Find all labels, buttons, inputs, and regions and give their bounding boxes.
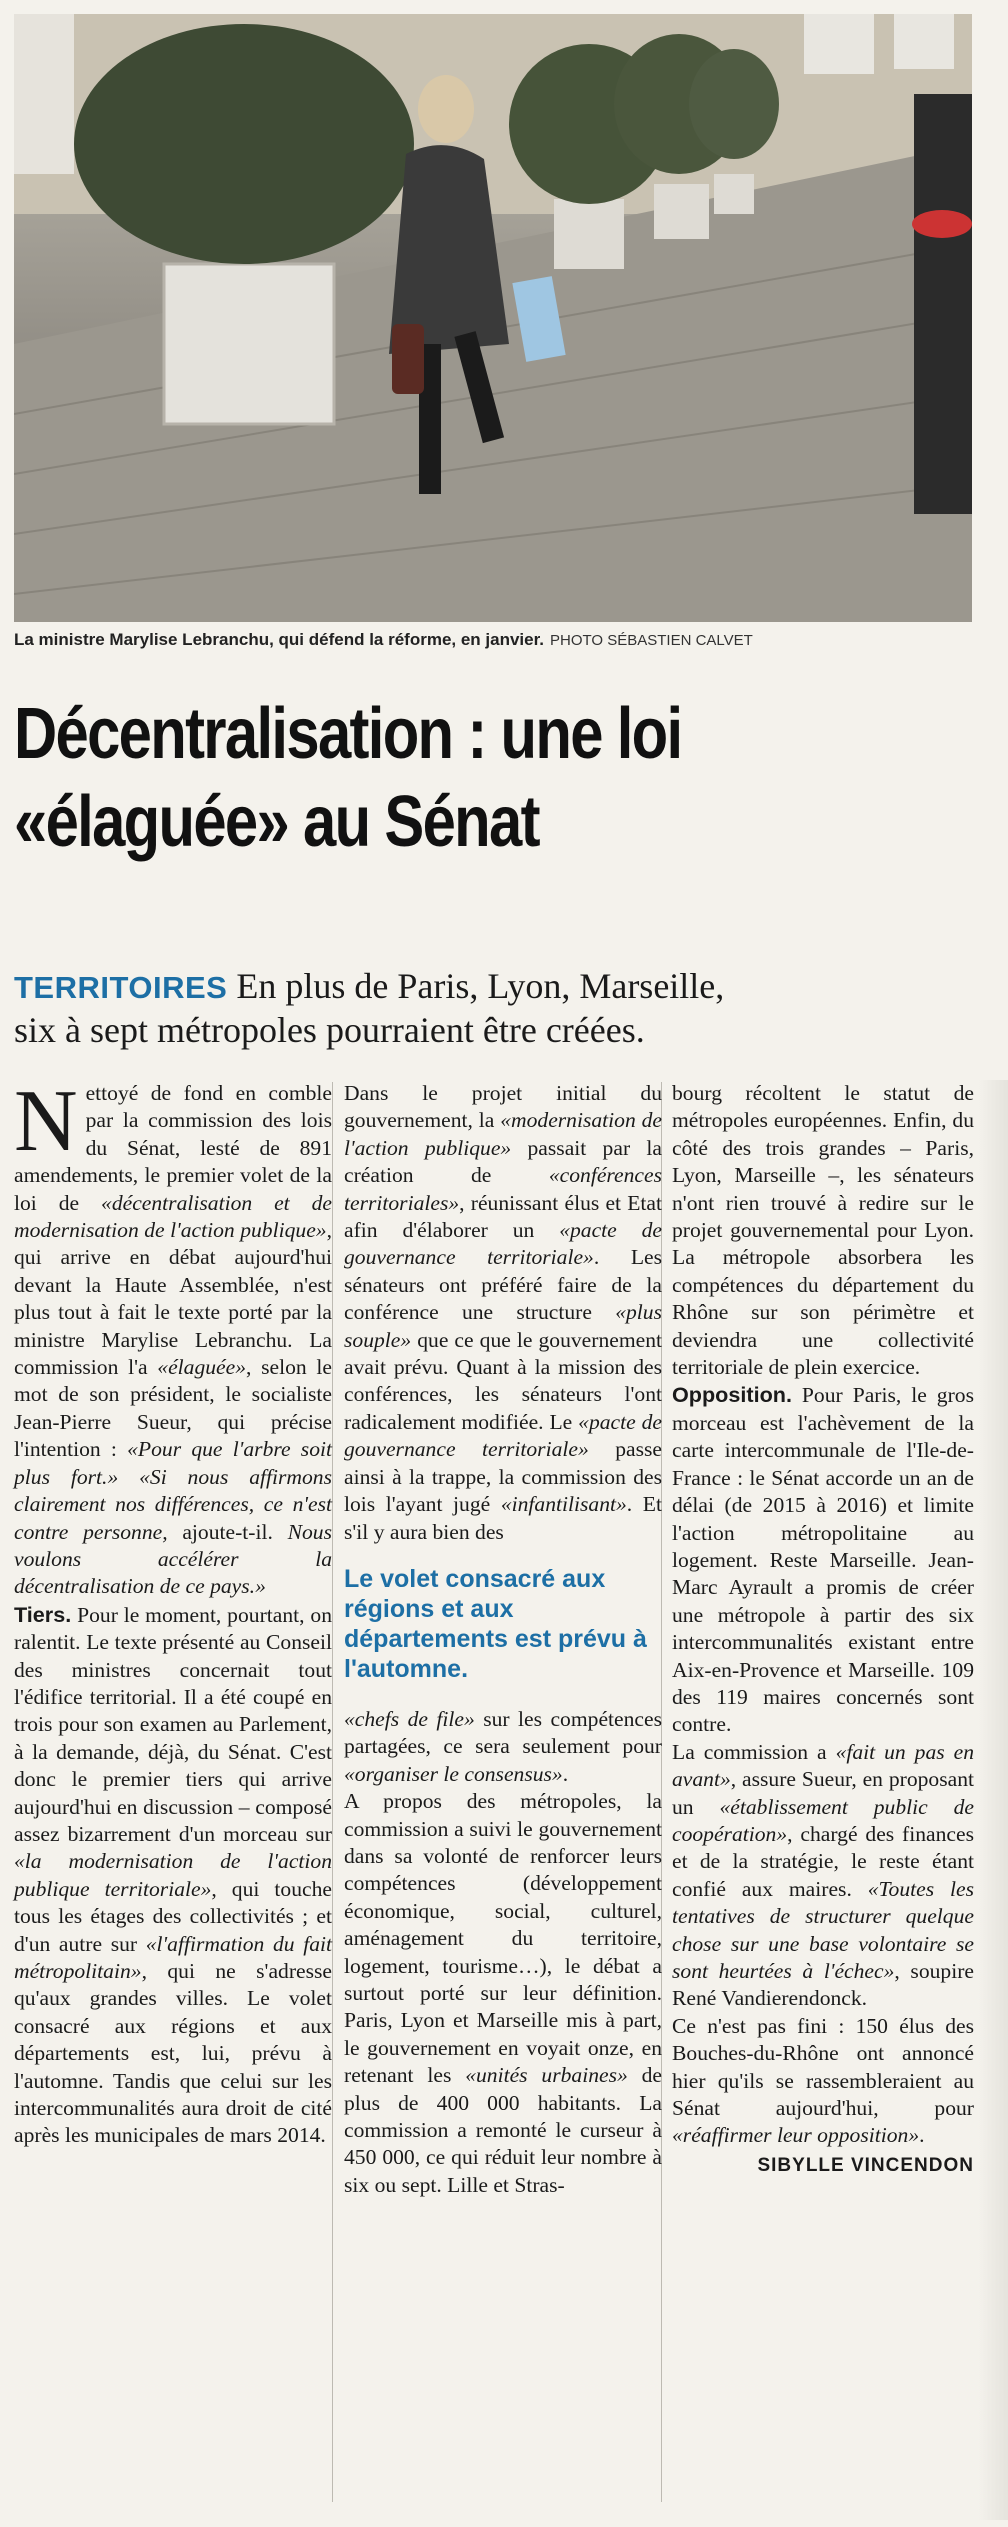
quote-run: «Pour que l'arbre soit plus fort.» «Si nous affirmons clairement nos différences, ce n'est contre personne, — [14, 1437, 332, 1544]
article-headline — [14, 690, 827, 866]
quote-run: «réaffirmer leur opposition» — [672, 2123, 920, 2148]
standfirst-line-2: six à sept métropoles pourraient être créées. — [14, 1010, 645, 1050]
text-run: passe ainsi à la trappe, la commission des lois l'ayant jugé — [344, 1437, 663, 1517]
caption-text: La ministre Marylise Lebranchu, qui défend la réforme, en janvier. — [14, 630, 544, 649]
quote-run: «fait un pas en avant» — [672, 1739, 974, 1792]
quote-run: «pacte de gouvernance territoriale» — [344, 1218, 662, 1270]
paragraph: bourg récoltent le statut de métropoles européennes. Enfin, du côté des trois grandes – Paris, Lyon, Marseille –, les sénateurs n'ont rien trouvé à redire sur le projet gouvernemental pour Lyon. La métropole absorbera les compétences du département du Rhône sur son périmètre et deviendra une collectivité territoriale de plein exercice. — [672, 1081, 974, 1380]
text-run: , qui ne s'adresse qu'aux grandes villes. Le volet consacré aux régions et aux départements est, lui, prévu à l'automne. Tandis que celui sur les intercommunalités aura droit de cité après les municipales de mars 2014. — [14, 1959, 332, 2148]
author-signature: SIBYLLE VINCENDON — [757, 2154, 974, 2176]
quote-run: Nous voulons accélérer la décentralisation de ce pays.» — [14, 1519, 332, 1599]
page-edge-shadow — [978, 1080, 1008, 2520]
text-run: sur les compétences partagées, ce sera seulement pour — [344, 1706, 662, 1759]
text-run: . — [562, 1761, 569, 1786]
quote-run: «modernisation de l'action publique» — [344, 1108, 662, 1160]
text-run: , soupire René Vandierendonck. — [672, 1959, 974, 2011]
text-run: ettoyé de fond en comble par la commission des lois du Sénat, lesté de 891 amendements, le premier volet de la loi de — [14, 1081, 332, 1215]
paragraph — [672, 2013, 974, 2150]
text-run: , assure Sueur, en proposant un — [672, 1767, 974, 1819]
text-run: . Les sénateurs ont préféré faire de la conférence une structure — [344, 1245, 662, 1325]
quote-run: «l'affirmation du fait métropolitain» — [14, 1931, 332, 1983]
quote-run: «pacte de gouvernance territoriale» — [344, 1409, 663, 1462]
quote-run: «la modernisation de l'action publique territoriale» — [14, 1849, 332, 1901]
subheading: Opposition. — [672, 1382, 792, 1408]
quote-run: «infantilisant» — [500, 1492, 627, 1517]
headline-line-2: «élaguée» au Sénat — [14, 782, 539, 862]
text-run: La commission a — [672, 1739, 836, 1764]
headline-line-1: Décentralisation : une loi — [14, 694, 682, 774]
article-column-2 — [344, 1080, 662, 2199]
paragraph — [14, 1601, 332, 2150]
text-run: de plus de 400 000 habitants. La commission a remonté le curseur à 450 000, ce qui réduit leur nombre à six ou sept. Lille et Stras- — [344, 2063, 663, 2197]
text-run: Ce n'est pas fini : 150 élus des Bouches-du-Rhône ont annoncé hier qu'ils se rassembleraient au Sénat aujourd'hui, pour — [672, 2013, 974, 2121]
text-run: Pour le moment, pourtant, on ralentit. Le texte présenté au Conseil des ministres concernait tout l'édifice territorial. Il a été coupé en trois pour son examen au Parlement, à la demande, déjà, du Sénat. C'est donc le premier tiers qui arrive aujourd'hui en discussion – composé assez bizarrement d'un morceau sur — [14, 1602, 332, 1846]
paragraph — [344, 1706, 662, 1788]
text-run: . — [919, 2123, 925, 2148]
text-run: ajoute-t-il. — [167, 1519, 288, 1544]
quote-run: «organiser le consensus» — [344, 1761, 563, 1786]
text-run: Dans le projet initial du gouvernement, la — [344, 1081, 662, 1133]
quote-run: «établissement public de coopération» — [672, 1794, 974, 1846]
quote-run: «plus souple» — [344, 1300, 662, 1352]
text-run: , selon le mot de son président, le socialiste Jean-Pierre Sueur, qui précise l'intention : — [14, 1355, 332, 1462]
paragraph — [672, 1381, 974, 1738]
photo-caption — [14, 630, 974, 650]
quote-run: «Toutes les tentatives de structurer quelque chose sur une base volontaire se sont heurtées à l'échec» — [672, 1876, 974, 1983]
column-divider — [332, 1082, 333, 2502]
paragraph — [344, 1080, 662, 1546]
quote-run: «chefs de file» — [344, 1706, 475, 1731]
rubric-label: TERRITOIRES — [14, 970, 228, 1005]
pull-quote: Le volet consacré aux régions et aux départements est prévu à l'automne. — [344, 1564, 647, 1683]
text-run: , qui touche tous les étages des collectivités ; et d'un autre sur — [14, 1876, 332, 1956]
subheading: Tiers. — [14, 1601, 72, 1627]
quote-run: «unités urbaines» — [465, 2063, 628, 2088]
photo-credit: PHOTO SÉBASTIEN CALVET — [550, 632, 753, 649]
article-column-3 — [672, 1080, 974, 2179]
article-photo — [14, 14, 972, 622]
quote-run: «conférences territoriales» — [344, 1163, 662, 1215]
standfirst — [14, 965, 994, 1052]
photo-illustration-icon — [14, 14, 972, 622]
drop-cap: N — [14, 1073, 78, 1170]
standfirst-line-1: En plus de Paris, Lyon, Marseille, — [236, 966, 725, 1006]
text-run: que ce que le gouvernement avait prévu. Quant à la mission des conférences, les sénateurs l'ont radicalement modifiée. Le — [344, 1327, 662, 1434]
paragraph — [14, 1073, 332, 1601]
paragraph — [672, 1739, 974, 2013]
text-run: passait par la création de — [344, 1135, 662, 1188]
article-column-1 — [14, 1073, 332, 2150]
quote-run: «décentralisation et de modernisation de l'action publique» — [14, 1190, 332, 1243]
text-run: , réunissant élus et Etat afin d'élaborer un — [344, 1190, 662, 1243]
text-run: . Et s'il y aura bien des — [344, 1492, 662, 1544]
text-run: A propos des métropoles, la commission a suivi le gouvernement dans sa volonté de renforcer leurs compétences (développement économique, social, culturel, aménagement du territoire, logement, tourisme…), le débat a surtout porté sur leur définition. Paris, Lyon et Marseille mis à part, le gouvernement en voyait onze, en retenant les — [344, 1789, 662, 2088]
paragraph — [344, 1788, 662, 2199]
quote-run: «élaguée» — [157, 1355, 247, 1380]
text-run: Pour Paris, le gros morceau est l'achèvement de la carte intercommunale de l'Ile-de-France : le Sénat accorde un an de délai (de 2015 à 2016) et limite l'action métropolitaine au logement. Reste Marseille. Jean-Marc Ayrault a promis de créer une métropole à partir des six intercommunalités existant entre Aix-en-Provence et Marseille. 109 des 119 maires concernés sont contre. — [672, 1383, 974, 1737]
text-run: , chargé des finances et de la stratégie, le reste étant confié aux maires. — [672, 1821, 974, 1901]
text-run: , qui arrive en débat aujourd'hui devant la Haute Assemblée, n'est plus tout à fait le texte porté par la ministre Marylise Lebranchu. La commission l'a — [14, 1218, 332, 1380]
